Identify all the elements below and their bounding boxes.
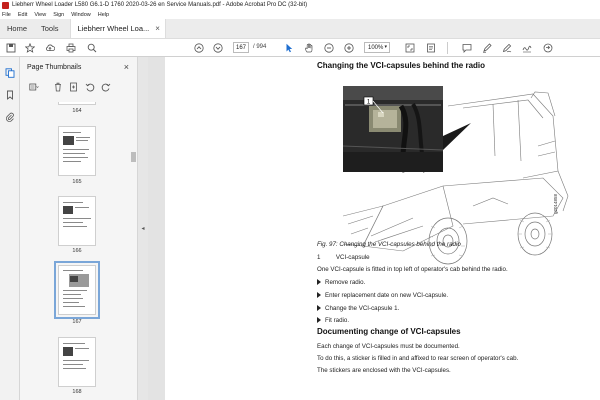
zoom-out-icon[interactable]: [323, 42, 335, 54]
zoom-level-select[interactable]: [364, 42, 390, 53]
step-item: Enter replacement date on new VCI-capsule.: [317, 292, 448, 299]
thumbnail-page-number: 165: [72, 179, 82, 185]
figure-caption: Fig. 97: Changing the VCI-capsules behind the radio: [317, 241, 461, 248]
menu-bar: [0, 10, 600, 19]
figure-callout-number: 1: [366, 99, 371, 106]
read-mode-icon[interactable]: [425, 42, 437, 54]
tab-home[interactable]: Home: [7, 24, 28, 33]
thumbnail-page-number: 164: [72, 108, 82, 114]
zoom-level-value: 100%: [368, 44, 384, 51]
figure-legend: [317, 254, 370, 261]
figure-code: g2014858: [553, 193, 558, 214]
menu-help[interactable]: Help: [97, 11, 110, 18]
hand-tool-icon[interactable]: [303, 42, 315, 54]
toolbar-separator: [447, 42, 448, 54]
zoom-in-icon[interactable]: [343, 42, 355, 54]
menu-edit[interactable]: Edit: [17, 11, 28, 18]
document-view[interactable]: [148, 57, 600, 400]
bullet-triangle-icon: [317, 279, 321, 285]
window-title: Liebherr Wheel Loader L580 G6.1-D 1760 2020-03-26 en Service Manuals.pdf - Adobe Acrobat Pro DC (32-bit): [12, 2, 308, 8]
draw-tool-icon[interactable]: [501, 42, 513, 54]
thumbnail-page-number: 168: [72, 389, 82, 395]
bullet-triangle-icon: [317, 317, 321, 323]
close-panel-icon[interactable]: ×: [123, 62, 129, 72]
menu-sign[interactable]: Sign: [53, 11, 65, 18]
bookmark-star-icon[interactable]: [24, 42, 36, 54]
page-thumbnail-166[interactable]: [58, 196, 96, 246]
paragraph: Each change of VCI-capsules must be documented.: [317, 343, 460, 350]
close-tab-icon[interactable]: ×: [155, 24, 160, 33]
collapse-arrow-icon[interactable]: ◂: [141, 226, 145, 232]
previous-page-icon[interactable]: [193, 42, 205, 54]
fit-page-icon[interactable]: [404, 42, 416, 54]
step-item: Remove radio.: [317, 279, 365, 286]
select-cursor-icon[interactable]: [283, 42, 295, 54]
next-page-icon[interactable]: [212, 42, 224, 54]
menu-window[interactable]: Window: [71, 11, 91, 18]
bookmarks-icon[interactable]: [4, 89, 16, 101]
title-bar: [0, 0, 600, 10]
tab-document[interactable]: [70, 19, 166, 38]
share-icon[interactable]: [542, 42, 554, 54]
print-icon[interactable]: [65, 42, 77, 54]
panel-title: Page Thumbnails: [27, 64, 82, 71]
page-thumbnails-icon[interactable]: [4, 67, 16, 79]
left-navigation-rail: [0, 57, 20, 400]
thumbnail-page-number: 166: [72, 248, 82, 254]
rotate-counterclockwise-icon[interactable]: [84, 81, 95, 92]
pdf-page: [165, 57, 600, 400]
bullet-triangle-icon: [317, 305, 321, 311]
fill-sign-icon[interactable]: [521, 42, 533, 54]
page-thumbnail-165[interactable]: [58, 126, 96, 176]
page-thumbnail-167-selected[interactable]: [58, 265, 96, 315]
panel-splitter[interactable]: [138, 57, 148, 400]
legend-number: 1: [317, 254, 321, 261]
tab-bar: [0, 19, 600, 39]
page-thumbnail-168[interactable]: [58, 337, 96, 387]
intro-paragraph: One VCI-capsule is fitted in top left of operator's cab behind the radio.: [317, 266, 508, 273]
legend-text: VCI-capsule: [335, 254, 370, 261]
bullet-triangle-icon: [317, 292, 321, 298]
search-icon[interactable]: [86, 42, 98, 54]
paragraph: To do this, a sticker is filled in and affixed to rear screen of operator's cab.: [317, 355, 519, 362]
thumbnail-options-menu-icon[interactable]: [28, 81, 39, 92]
paragraph: The stickers are enclosed with the VCI-capsules.: [317, 367, 451, 374]
delete-pages-icon[interactable]: [52, 81, 63, 92]
page-total: / 994: [253, 44, 267, 50]
upload-cloud-icon[interactable]: [44, 42, 56, 54]
page-thumbnail-164[interactable]: [58, 102, 96, 105]
rotate-clockwise-icon[interactable]: [100, 81, 111, 92]
highlight-pen-icon[interactable]: [481, 42, 493, 54]
page-number-input[interactable]: 167: [233, 42, 249, 53]
menu-view[interactable]: View: [34, 11, 47, 18]
section-title: Changing the VCI-capsules behind the radio: [317, 61, 486, 70]
step-item: Fit radio.: [317, 317, 349, 324]
chevron-down-icon: ▾: [384, 44, 387, 50]
insert-page-icon[interactable]: [68, 81, 79, 92]
step-item: Change the VCI-capsule 1.: [317, 305, 399, 312]
section-heading: Documenting change of VCI-capsules: [317, 327, 461, 336]
acrobat-app-icon: [2, 2, 9, 9]
thumbnail-scrollbar[interactable]: [130, 102, 137, 400]
attachments-paperclip-icon[interactable]: [4, 111, 16, 123]
page-thumbnails-panel: [20, 57, 138, 400]
thumbnail-page-number: 167: [72, 319, 82, 325]
comment-icon[interactable]: [461, 42, 473, 54]
scrollbar-thumb[interactable]: [131, 152, 136, 162]
tab-tools[interactable]: Tools: [41, 24, 59, 33]
menu-file[interactable]: File: [2, 11, 11, 18]
thumbnail-tools: [26, 80, 126, 94]
main-toolbar: [0, 39, 600, 57]
save-icon[interactable]: [5, 42, 17, 54]
document-tab-label: Liebherr Wheel Loa...: [77, 24, 150, 33]
